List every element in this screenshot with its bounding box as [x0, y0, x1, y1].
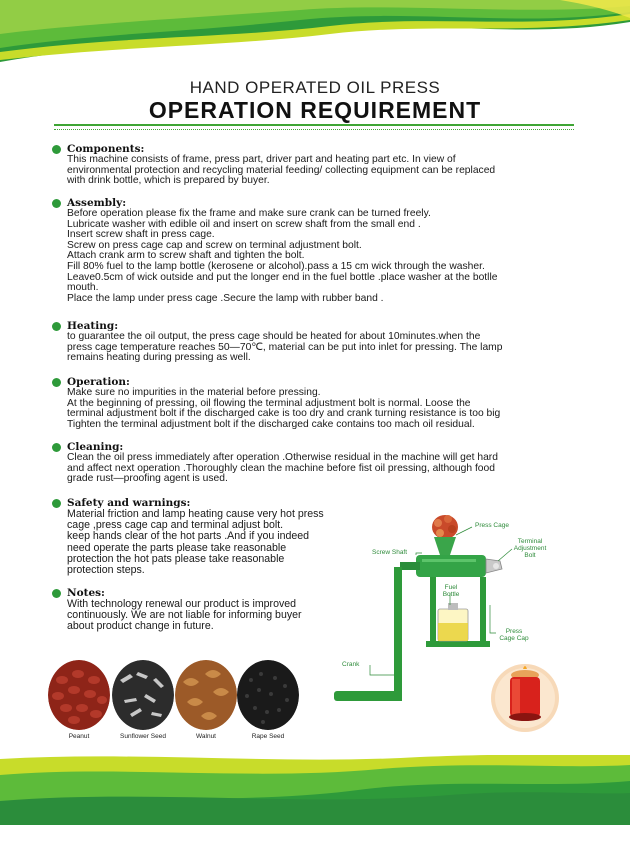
text-line: need operate the parts please take reasonable [67, 541, 287, 554]
peanut-image [48, 660, 110, 730]
text-line: Insert screw shaft in press cage. [67, 229, 215, 241]
bullet-dot-icon [52, 199, 61, 208]
text-line: to guarantee the oil output, the press cage should be heated for about 10minutes.when the [67, 331, 481, 342]
text-line: With technology renewal our product is improved [67, 598, 297, 610]
text-line: grade rust—proofing agent is used. [67, 473, 228, 485]
section-body [67, 209, 572, 304]
section-title: Operation: [67, 376, 130, 388]
lamp-photo [490, 663, 560, 733]
text-line: and affect next operation .Thoroughly clean the machine before fist oil pressing, although food [67, 462, 495, 474]
text-line: Before operation please fix the frame and make sure crank can be turned freely. [67, 208, 431, 219]
section-heating [52, 320, 572, 364]
section-body [67, 599, 362, 633]
section-components [52, 143, 572, 187]
label-crank: Crank [342, 661, 360, 668]
section-body [67, 155, 572, 187]
label-fuel-bottle: Fuel Bottle [442, 584, 460, 598]
text-line: environmental protection and recycling material feeding/ collecting equipment can be replaced [67, 164, 496, 176]
text-line: Leave0.5cm of wick outside and put the longer end in the fuel bottle .place washer at the botlle [67, 271, 498, 283]
product-title: HAND OPERATED OIL PRESS [189, 78, 441, 97]
text-line: continuously. We are not liable for informing buyer [67, 609, 302, 622]
text-line: terminal adjustment bolt if the discharged cake is too dry and crank turning resistance is too big [67, 408, 501, 420]
text-line: Clean the oil press immediately after operation .Otherwise residual in the machine will get hard [67, 452, 498, 463]
text-line: about product change in future. [67, 620, 214, 633]
text-line: protection the hot pats please take reasonable [67, 552, 285, 565]
text-line: with drink bottle, which is prepared by buyer. [67, 175, 270, 187]
bullet-dot-icon [52, 443, 61, 452]
section-operation [52, 376, 572, 430]
label-press-cage: Press Cage [475, 522, 509, 529]
seed-label-peanut: Peanut [68, 733, 90, 740]
text-line: keep hands clear of the hot parts .And if you indeed [67, 530, 310, 543]
section-title: Notes: [67, 587, 105, 599]
text-line: Material friction and lamp heating cause very hot press [67, 508, 324, 520]
sunflower-seed-image [112, 660, 174, 730]
rape-seed-image [237, 660, 299, 730]
section-title: Safety and warnings: [67, 497, 191, 509]
section-cleaning [52, 441, 572, 485]
bullet-dot-icon [52, 378, 61, 387]
text-line: Tighten the terminal adjustment bolt if the discharged cake contains too mach oil residual. [67, 418, 475, 430]
bullet-dot-icon [52, 322, 61, 331]
text-line: Make sure no impurities in the material before pressing. [67, 387, 321, 398]
seed-label-sunflower: Sunflower Seed [120, 733, 166, 740]
text-line: Place the lamp under press cage .Secure the lamp with rubber band . [67, 292, 384, 304]
section-body [67, 509, 362, 576]
section-body [67, 453, 572, 485]
label-screw-shaft: Screw Shaft [372, 549, 408, 556]
heating-lamp-image [490, 663, 560, 733]
section-body [67, 388, 572, 430]
text-line: remains heating during pressing as well. [67, 352, 251, 364]
footer-decoration [0, 755, 630, 825]
walnut-image [175, 660, 237, 730]
section-title: Components: [67, 143, 145, 155]
bullet-dot-icon [52, 145, 61, 154]
section-body [67, 332, 572, 364]
text-line: mouth. [67, 282, 99, 294]
title-divider [54, 124, 574, 126]
text-line: This machine consists of frame, press part, driver part and heating part etc. In view of [67, 154, 456, 165]
text-line: Attach crank arm to screw shaft and tighten the bolt. [67, 250, 305, 262]
section-title: Heating: [67, 320, 119, 332]
section-notes [52, 587, 362, 633]
seed-label-rape-seed: Rape Seed [251, 733, 285, 740]
bullet-dot-icon [52, 589, 61, 598]
green-wave-graphic [0, 0, 630, 70]
text-line: Fill 80% fuel to the lamp bottle (kerosene or alcohol).pass a 15 cm wick through the washer. [67, 260, 485, 272]
text-line: protection steps. [67, 564, 145, 577]
section-assembly [52, 197, 572, 304]
green-wave-graphic-bottom [0, 755, 630, 825]
text-line: cage ,press cage cap and terminal adjust bolt. [67, 519, 284, 532]
text-line: Screw on press cage cap and screw on terminal adjustment bolt. [67, 239, 362, 251]
text-line: Lubricate washer with edible oil and insert on screw shaft from the small end . [67, 218, 421, 230]
label-press-cage-cap: Press Cage Cap [499, 628, 529, 642]
section-title: Assembly: [67, 197, 127, 209]
page-title: OPERATION REQUIREMENT [148, 97, 482, 123]
section-safety [52, 497, 362, 576]
section-title: Cleaning: [67, 441, 124, 453]
text-line: press cage temperature reaches 50—70℃, material can be put into inlet for pressing. The lamp [67, 341, 503, 353]
header-decoration [0, 0, 630, 70]
text-line: At the beginning of pressing, oil flowing the terminal adjustment bolt is normal. Loose the [67, 397, 471, 409]
title-divider-dotted [54, 129, 574, 130]
label-terminal-bolt: Terminal Adjustment Bolt [513, 538, 547, 559]
bullet-dot-icon [52, 499, 61, 508]
seed-label-walnut: Walnut [196, 733, 216, 740]
